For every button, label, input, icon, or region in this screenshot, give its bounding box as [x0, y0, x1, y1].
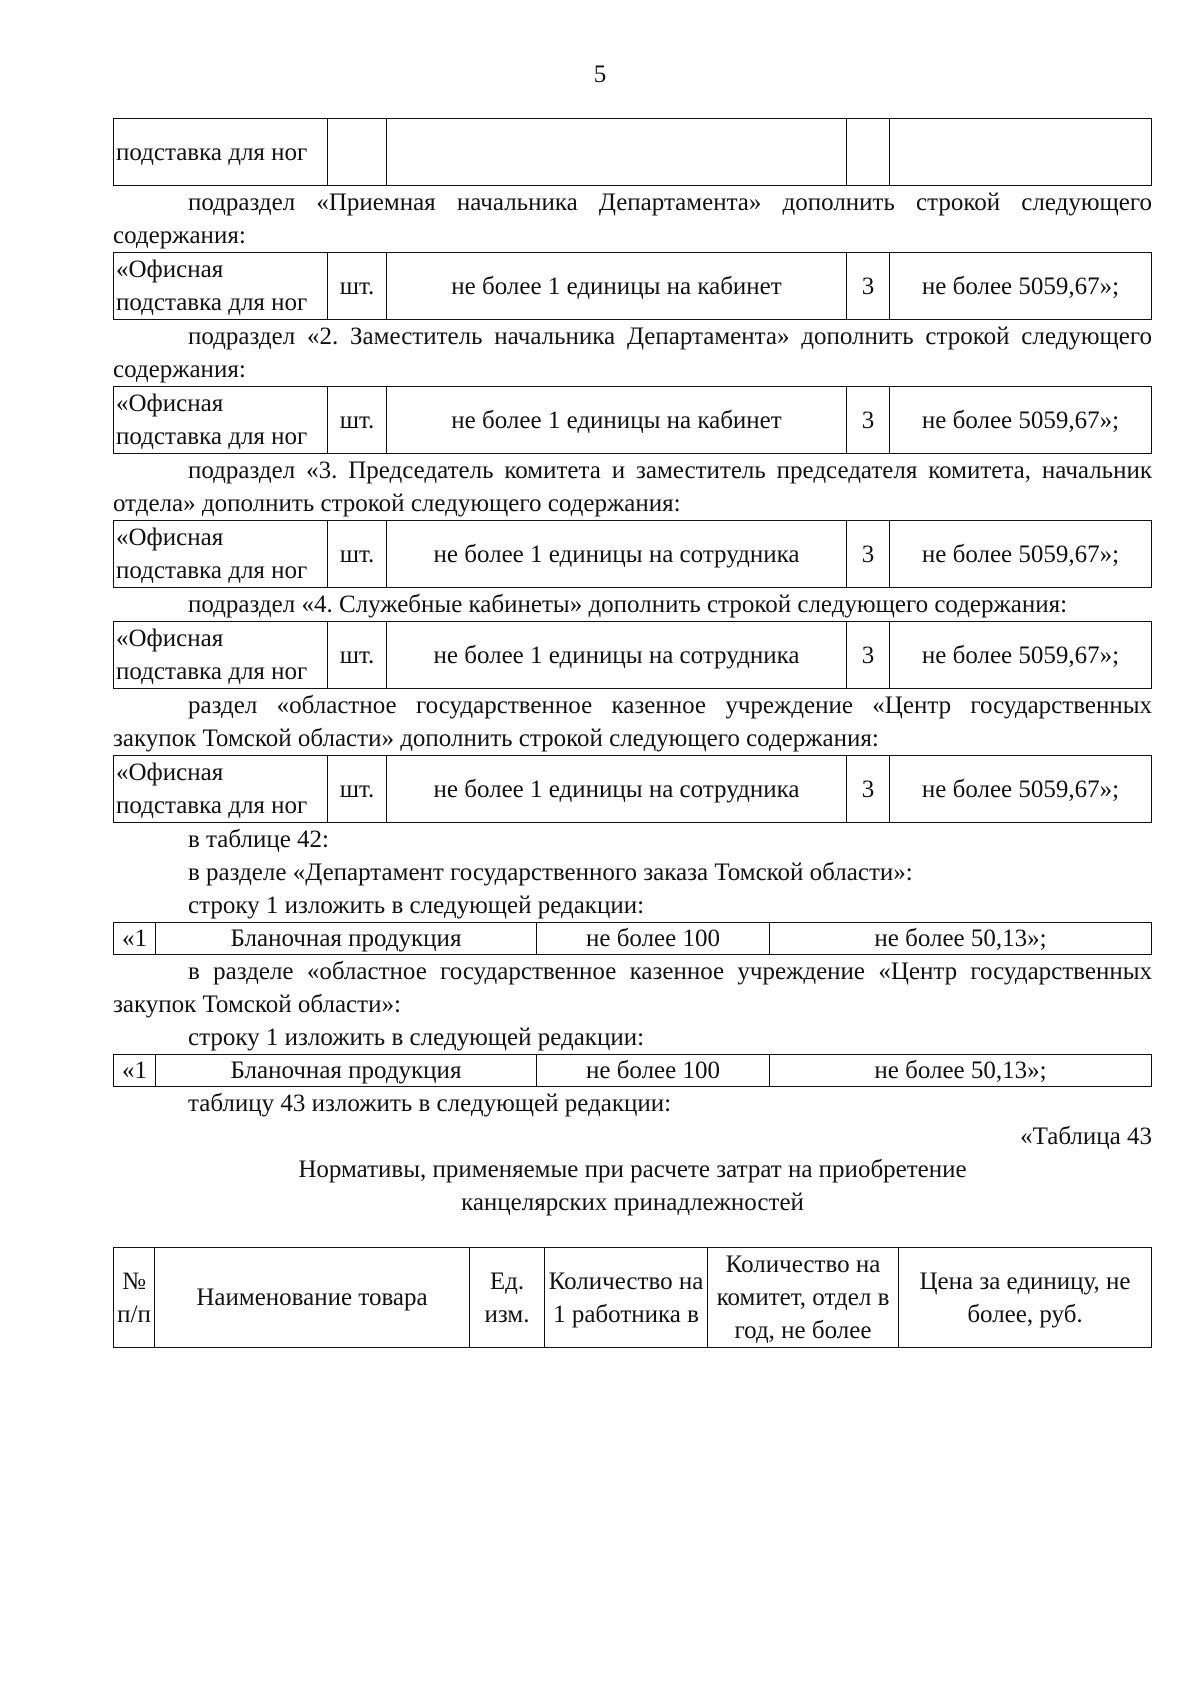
item-name-cell: «Офисная подставка для ног: [114, 521, 328, 588]
column-header-number: № п/п: [114, 1248, 155, 1348]
norm-cell: не более 1 единицы на сотрудника: [387, 756, 847, 823]
price-cell: не более 5059,67»;: [890, 521, 1152, 588]
price-cell: не более 50,13»;: [770, 1055, 1152, 1087]
footrest-row-table: [113, 755, 1152, 823]
table-row: [114, 387, 1152, 454]
footrest-row-table: [113, 621, 1152, 689]
price-cell: не более 5059,67»;: [890, 756, 1152, 823]
continuation-table: [113, 118, 1152, 186]
term-cell: [847, 119, 890, 186]
norm-cell: не более 1 единицы на сотрудника: [387, 622, 847, 689]
price-cell: не более 5059,67»;: [890, 622, 1152, 689]
document-body: [113, 118, 1152, 1348]
paragraph: строку 1 изложить в следующей редакции:: [188, 892, 645, 919]
table-title-line: канцелярских принадлежностей: [461, 1189, 804, 1216]
paragraph: в разделе «областное государственное казенное учреждение «Центр государственных закупок Томской области»:: [113, 958, 1152, 1018]
item-name-cell: «Офисная подставка для ног: [114, 756, 328, 823]
price-cell: [890, 119, 1152, 186]
quantity-cell: не более 100: [537, 1055, 770, 1087]
item-name-cell: Бланочная продукция: [156, 923, 537, 955]
table-row: [114, 1055, 1152, 1087]
footrest-row-table: [113, 386, 1152, 454]
norm-cell: не более 1 единицы на сотрудника: [387, 521, 847, 588]
price-cell: не более 50,13»;: [770, 923, 1152, 955]
table-row: [114, 756, 1152, 823]
price-cell: не более 5059,67»;: [890, 387, 1152, 454]
table-row: [114, 923, 1152, 955]
page-number: 5: [593, 61, 607, 88]
paragraph: строку 1 изложить в следующей редакции:: [188, 1024, 645, 1051]
norm-cell: не более 1 единицы на кабинет: [387, 253, 847, 320]
header-row: [114, 1248, 1152, 1348]
footrest-row-table: [113, 252, 1152, 320]
paragraph: подраздел «3. Председатель комитета и заместитель председателя комитета, начальник отдела» дополнить строкой следующего содержания:: [113, 457, 1152, 517]
item-name-cell: «Офисная подставка для ног: [114, 253, 328, 320]
unit-cell: шт.: [328, 756, 387, 823]
footrest-row-table: [113, 520, 1152, 588]
paragraph: в таблице 42:: [188, 826, 330, 853]
table-title-line: Нормативы, применяемые при расчете затрат на приобретение: [298, 1156, 967, 1183]
table-row: [114, 119, 1152, 186]
row-number-cell: «1: [114, 1055, 156, 1087]
unit-cell: шт.: [328, 622, 387, 689]
column-header-qty-per-department: Количество на комитет, отдел в год, не более: [708, 1248, 899, 1348]
price-cell: не более 5059,67»;: [890, 253, 1152, 320]
table-43-header: [113, 1247, 1152, 1348]
term-cell: 3: [847, 387, 890, 454]
column-header-qty-per-worker: Количество на 1 работника в: [545, 1248, 708, 1348]
item-name-cell: Бланочная продукция: [156, 1055, 537, 1087]
forms-row-table: [113, 922, 1152, 955]
column-header-unit: Ед. изм.: [470, 1248, 545, 1348]
unit-cell: шт.: [328, 253, 387, 320]
term-cell: 3: [847, 253, 890, 320]
unit-cell: шт.: [328, 521, 387, 588]
item-name-cell: «Офисная подставка для ног: [114, 387, 328, 454]
paragraph: подраздел «2. Заместитель начальника Департамента» дополнить строкой следующего содержания:: [113, 323, 1152, 383]
paragraph: подраздел «4. Служебные кабинеты» дополнить строкой следующего содержания:: [188, 591, 1068, 618]
norm-cell: не более 1 единицы на кабинет: [387, 387, 847, 454]
paragraph: раздел «областное государственное казенное учреждение «Центр государственных закупок Томской области» дополнить строкой следующего содержания:: [113, 692, 1152, 752]
row-number-cell: «1: [114, 923, 156, 955]
paragraph: в разделе «Департамент государственного заказа Томской области»:: [188, 859, 913, 886]
column-header-price: Цена за единицу, не более, руб.: [899, 1248, 1152, 1348]
item-name-cell: «Офисная подставка для ног: [114, 622, 328, 689]
unit-cell: шт.: [328, 387, 387, 454]
paragraph: таблицу 43 изложить в следующей редакции:: [188, 1090, 672, 1117]
table-label: «Таблица 43: [1020, 1123, 1152, 1150]
term-cell: 3: [847, 622, 890, 689]
quantity-cell: не более 100: [537, 923, 770, 955]
table-row: [114, 521, 1152, 588]
table-row: [114, 622, 1152, 689]
spacer: [113, 1219, 1152, 1247]
column-header-name: Наименование товара: [155, 1248, 470, 1348]
item-name-cell: подставка для ног: [114, 119, 328, 186]
forms-row-table: [113, 1054, 1152, 1087]
unit-cell: [328, 119, 387, 186]
term-cell: 3: [847, 521, 890, 588]
table-row: [114, 253, 1152, 320]
paragraph: подраздел «Приемная начальника Департамента» дополнить строкой следующего содержания:: [113, 189, 1152, 249]
norm-cell: [387, 119, 847, 186]
term-cell: 3: [847, 756, 890, 823]
